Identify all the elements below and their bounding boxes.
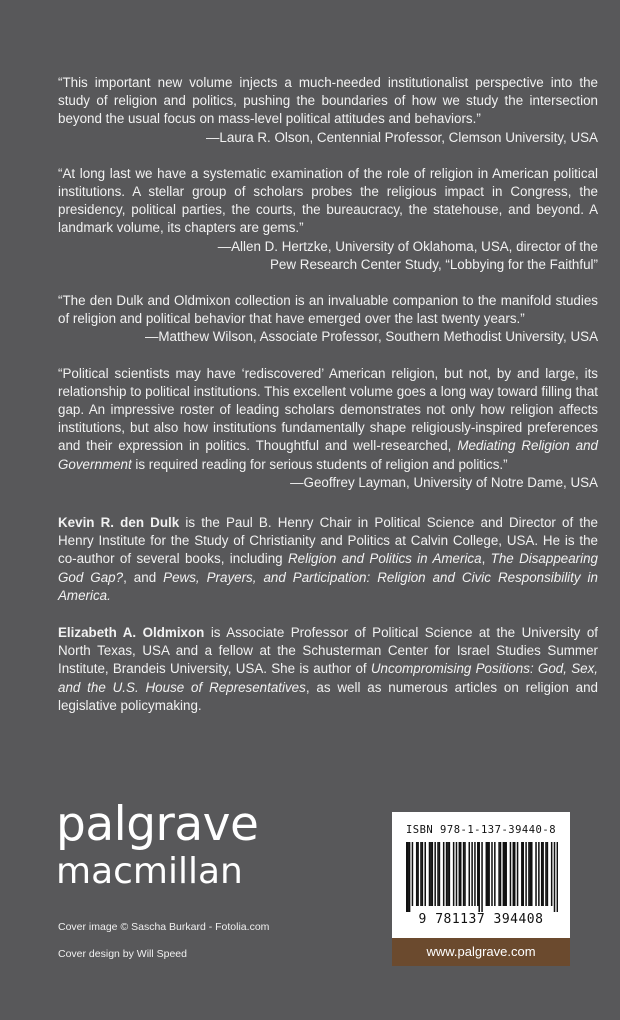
barcode-bar	[434, 842, 436, 906]
barcode-bar	[486, 842, 488, 906]
barcode-bar	[456, 842, 458, 906]
barcode-bar	[481, 842, 483, 912]
quote-attribution-line2: Pew Research Center Study, “Lobbying for the Faithful”	[270, 256, 598, 272]
bio-text-end: , as well as numerous articles on religion and legislative policymaking.	[58, 679, 598, 713]
barcode-bar	[488, 842, 490, 906]
barcode-bar	[420, 842, 422, 906]
cover-image-credit: Cover image © Sascha Burkard - Fotolia.com	[58, 921, 270, 933]
barcode-bar	[530, 842, 532, 906]
barcode-bar	[469, 842, 471, 906]
barcode-bars	[406, 842, 558, 912]
barcode-bar	[491, 842, 493, 906]
barcode-bar	[449, 842, 451, 906]
quote-attribution: —Allen D. Hertzke, University of Oklahoma, USA, director of the	[217, 238, 598, 254]
barcode-bar	[417, 842, 419, 906]
barcode-bar	[531, 842, 533, 906]
barcode-bar	[547, 842, 549, 906]
barcode-bar	[510, 842, 512, 906]
barcode-bar	[528, 842, 530, 906]
back-cover-text	[58, 74, 598, 734]
barcode-bar	[542, 842, 544, 906]
quote-text-part2: is required reading for serious students of religion and politics.”	[131, 456, 508, 472]
author-name: Elizabeth A. Oldmixon	[58, 625, 205, 641]
barcode-bar	[464, 842, 466, 906]
ean-digits: 9 781137 394408	[418, 912, 544, 927]
barcode-bar	[471, 842, 473, 906]
barcode-bar	[478, 842, 480, 912]
barcode-bar	[407, 842, 409, 912]
barcode-bar	[514, 842, 516, 906]
barcode-bar	[525, 842, 527, 906]
quote-text-part1: “Political scientists may have ‘rediscovered’ American religion, but not, by and large, its relationship to political institutions. This excellent volume goes a long way toward filling that gap. An impressive roster of leading scholars demonstrates not only how religion affects institutions, but also how institutions fundamentally shape religiously-inspired preferences and their expression in politics. Thoughtful and well-researched,	[58, 365, 598, 454]
endorsement-wilson	[58, 292, 598, 347]
author-bio-den-dulk	[58, 514, 598, 605]
barcode-bar	[521, 842, 523, 906]
barcode-bar	[504, 842, 506, 906]
barcode-bar	[535, 842, 537, 906]
publisher-website[interactable]: www.palgrave.com	[392, 938, 570, 966]
author-name: Kevin R. den Dulk	[58, 515, 180, 531]
quote-book-title: Mediating Religion and Government	[58, 438, 598, 472]
quote-attribution: —Matthew Wilson, Associate Professor, Southern Methodist University, USA	[145, 329, 598, 345]
book-title: Uncompromising Positions: God, Sex, and the U.S. House of Representatives	[58, 661, 598, 695]
quote-attribution: —Geoffrey Layman, University of Notre Dame, USA	[290, 474, 598, 490]
barcode-bar	[517, 842, 519, 906]
barcode-bar	[429, 842, 431, 906]
barcode-bar	[439, 842, 441, 906]
barcode-bar	[437, 842, 439, 906]
barcode-bar	[557, 842, 558, 912]
quote-attribution: —Laura R. Olson, Centennial Professor, Clemson University, USA	[206, 129, 598, 145]
barcode-bar	[554, 842, 556, 912]
barcode-bar	[409, 842, 411, 912]
barcode-bar	[503, 842, 505, 906]
bio-text: is the Paul B. Henry Chair in Political Science and Director of the Henry Institute for the Study of Christianity and Politics at Calvin College, USA. He is the co-author of several books, including	[58, 515, 598, 567]
barcode-bar	[487, 842, 489, 906]
book-title: Religion and Politics in America	[287, 551, 482, 567]
logo-line-palgrave: palgrave	[56, 797, 259, 852]
barcode-bar	[447, 842, 449, 906]
barcode-bar	[432, 842, 434, 906]
barcode-bar	[406, 842, 408, 912]
endorsement-olson	[58, 74, 598, 147]
bio-sep: , and	[123, 569, 164, 585]
barcode-bar	[551, 842, 553, 906]
barcode-bar	[538, 842, 540, 906]
barcode-bar	[522, 842, 524, 906]
cover-credits	[58, 920, 269, 974]
author-bio-oldmixon	[58, 624, 598, 715]
barcode-bar	[430, 842, 432, 906]
quote-text	[58, 365, 598, 474]
barcode-bar	[422, 842, 424, 906]
barcode-bar	[477, 842, 479, 906]
barcode-bar	[453, 842, 455, 906]
barcode-bar	[474, 842, 476, 906]
barcode-bar	[459, 842, 461, 906]
barcode-bar	[494, 842, 496, 906]
barcode-bar	[505, 842, 507, 906]
cover-design-credit: Cover design by Will Speed	[58, 948, 187, 960]
bio-sep: ,	[481, 551, 491, 567]
isbn-barcode	[392, 812, 570, 938]
barcode-graphic	[406, 842, 558, 912]
barcode-bar	[416, 842, 418, 906]
palgrave-macmillan-logo	[56, 797, 259, 894]
book-title: Pews, Prayers, and Participation: Religion and Civic Responsibility in America.	[58, 569, 598, 603]
barcode-bar	[412, 842, 414, 906]
barcode-bar	[513, 842, 515, 906]
barcode-bar	[500, 842, 502, 906]
barcode-bar	[460, 842, 462, 906]
barcode-bar	[446, 842, 448, 906]
barcode-bar	[424, 842, 426, 906]
barcode-bar	[498, 842, 500, 906]
barcode-bar	[545, 842, 547, 906]
endorsement-layman	[58, 365, 598, 492]
barcode-bar	[463, 842, 465, 906]
book-title: The Disappearing God Gap?	[58, 551, 598, 585]
quote-text: “The den Dulk and Oldmixon collection is an invaluable companion to the manifold studies of religion and political behavior that have emerged over the last twenty years.”	[58, 293, 598, 327]
endorsement-hertzke	[58, 165, 598, 274]
isbn-label: ISBN 978-1-137-39440-8	[405, 824, 557, 836]
quote-text: “At long last we have a systematic examination of the role of religion in American political institutions. A stellar group of scholars probes the religious impact in Congress, the presidency, political parties, the courts, the bureaucracy, the statehouse, and beyond. A landmark volume, its chapters are gems.”	[58, 165, 598, 236]
barcode-bar	[541, 842, 543, 906]
barcode-bar	[443, 842, 445, 906]
bio-text: is Associate Professor of Political Science at the University of North Texas, USA and a fellow at the Schusterman Center for Israel Studies Summer Institute, Brandeis University, USA. She is author of	[58, 625, 598, 677]
logo-line-macmillan: macmillan	[56, 851, 243, 892]
quote-text: “This important new volume injects a much-needed institutionalist perspective into the study of religion and politics, pushing the boundaries of how we study the intersection beyond the usual focus on mass-level political attitudes and behaviors.”	[58, 75, 598, 127]
